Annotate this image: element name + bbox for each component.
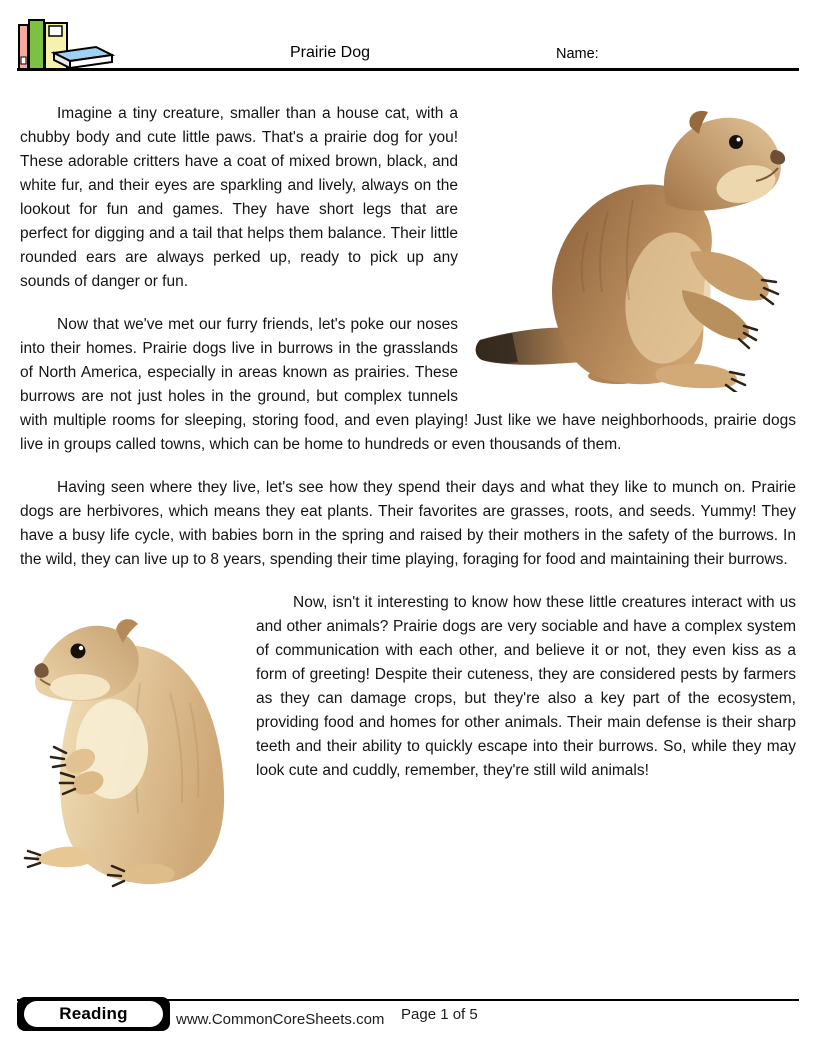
- header-divider: [17, 68, 799, 71]
- reading-badge-pill: [24, 1001, 163, 1027]
- name-label: Name:: [556, 46, 599, 62]
- reading-badge-label: Reading: [59, 1004, 128, 1023]
- page-number: Page 1 of 5: [401, 1006, 478, 1023]
- paragraph-1: Imagine a tiny creature, smaller than a house cat, with a chubby body and cute little paws. That's a prairie dog for you! These adorable critters have a coat of mixed brown, black, and white fur, and their eyes are sparkling and lively, always on the lookout for fun and games. They have short legs that are perfect for digging and a tail that helps them balance. Their little rounded ears are always perked up, ready to pick up any sounds of danger or fun.: [20, 105, 458, 290]
- paragraph-4: Now, isn't it interesting to know how these little creatures interact with us and other animals? Prairie dogs are very sociable and have a complex system of communication with each other, and believe it or not, they even kiss as a form of greeting! Despite their cuteness, they are considered pests by farmers as they can damage crops, but they're also a key part of the ecosystem, providing food and homes for other animals. Their main defense is their sharp teeth and their ability to quickly escape into their burrows. So, while they may look cute and cuddly, remember, they're still wild animals!: [256, 594, 796, 779]
- page-title: Prairie Dog: [289, 44, 371, 61]
- prairie-dog-photo-top-right: [468, 102, 796, 392]
- website-text: www.CommonCoreSheets.com: [176, 1011, 385, 1028]
- reading-badge: [17, 997, 170, 1031]
- paragraph-2: Now that we've met our furry friends, let's poke our noses into their homes. Prairie dogs live in burrows in the grasslands of North America, especially in areas known as prairies. These burrows are not just holes in the ground, but complex tunnels with multiple rooms for sleeping, storing food, and even playing! Just like we have neighborhoods, prairie dogs live in groups called towns, which can be home to hundreds or even thousands of them.: [20, 316, 796, 453]
- paragraph-3: Having seen where they live, let's see how they spend their days and what they like to munch on. Prairie dogs are herbivores, which means they eat plants. Their favorites are grasses, roots, and seeds. Yummy! They have a busy life cycle, with babies born in the spring and raised by their mothers in the safety of the burrows. In the wild, they can live up to 8 years, spending their time playing, foraging for food and maintaining their burrows.: [20, 479, 796, 568]
- reading-passage: [20, 102, 796, 899]
- prairie-dog-photo-bottom-left: [20, 603, 240, 895]
